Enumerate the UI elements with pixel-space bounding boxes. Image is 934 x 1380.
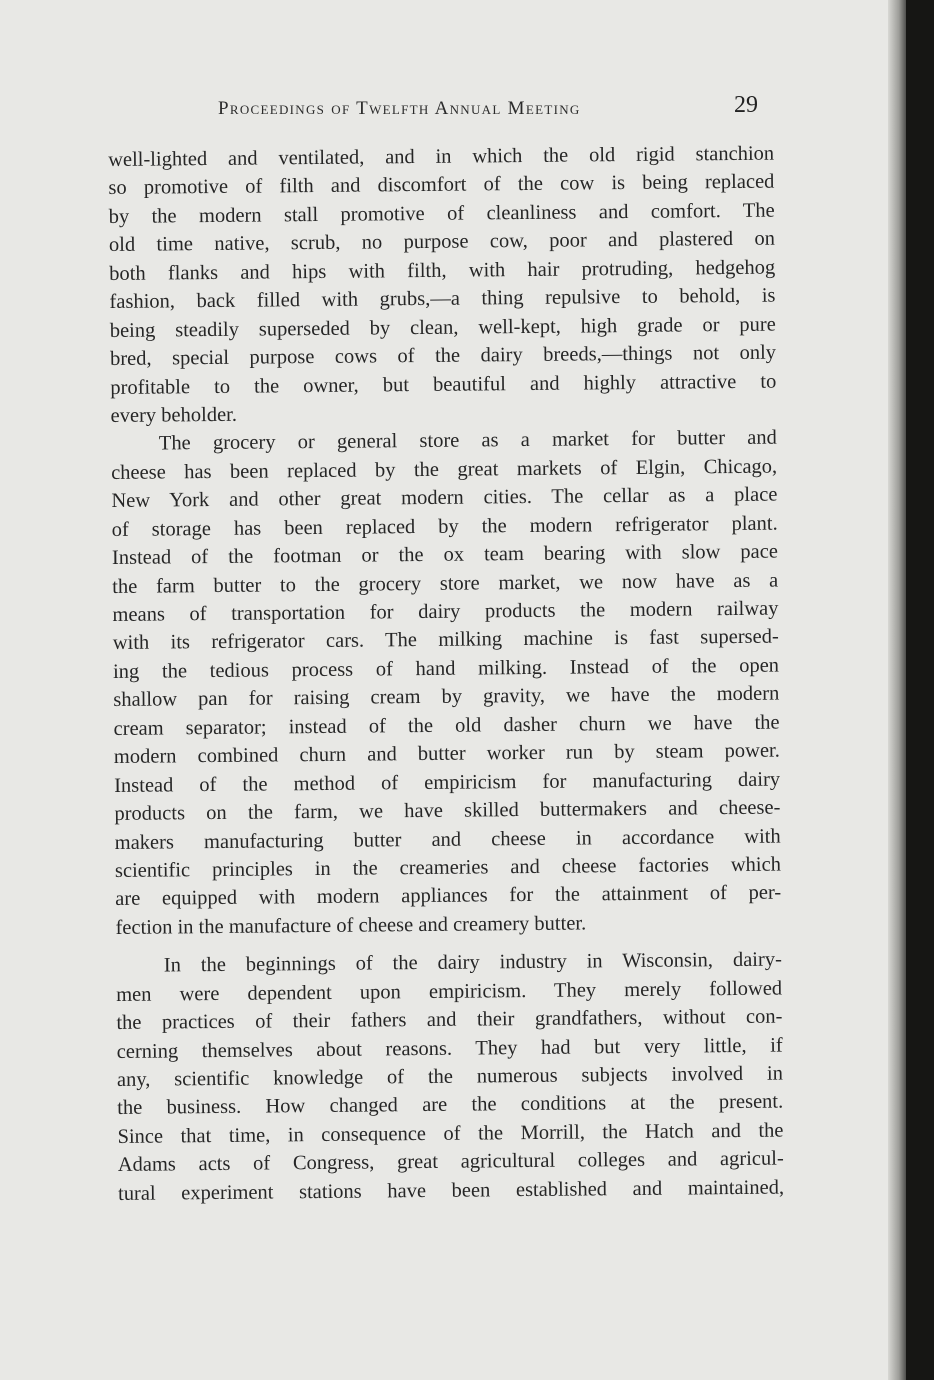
text-line: profitable to the owner, but beautiful and highly attractive to (110, 370, 777, 399)
text-line: the practices of their fathers and their grandfathers, without con- (116, 1005, 783, 1035)
text-line: the farm butter to the grocery store market, we now have as a (112, 569, 779, 598)
text-line: ing the tedious process of hand milking. Instead of the open (112, 654, 780, 683)
page-number: 29 (734, 92, 758, 118)
text-line: New York and other great modern cities. The cellar as a place (111, 483, 778, 513)
text-line: both flanks and hips with filth, with hair protruding, hedgehog (109, 256, 776, 285)
text-line: scientific principles in the creameries and cheese factories which (114, 853, 782, 882)
text-line: men were dependent upon empiricism. They merely followed (116, 977, 783, 1006)
text-line: shallow pan for raising cream by gravity, we have the modern (113, 682, 780, 712)
text-line: well-lighted and ventilated, and in which the old rigid stanchion (108, 142, 775, 171)
text-line: every beholder. (110, 403, 238, 427)
text-line: makers manufacturing butter and cheese in accordance with (114, 825, 781, 854)
text-line: In the beginnings of the dairy industry in Wisconsin, dairy- (163, 948, 782, 977)
text-line: the business. How changed are the conditions at the present. (117, 1091, 784, 1120)
text-line: with its refrigerator cars. The milking machine is fast supersed- (112, 626, 779, 655)
text-line: Since that time, in consequence of the Morrill, the Hatch and the (117, 1119, 784, 1148)
body-text (108, 140, 784, 1209)
text-line: products on the farm, we have skilled buttermakers and cheese- (114, 796, 781, 826)
text-line: tural experiment stations have been established and maintained, (117, 1176, 785, 1205)
page-edge-shadow (888, 0, 908, 1380)
paragraph-3 (116, 946, 784, 1208)
text-line: Instead of the footman or the ox team bearing with slow pace (111, 540, 779, 570)
paragraph-1 (108, 140, 777, 431)
book-binding (906, 0, 934, 1380)
text-line: of storage has been replaced by the modern refrigerator plant. (111, 512, 778, 541)
text-line: fashion, back filled with grubs,—a thing repulsive to behold, is (109, 284, 776, 314)
text-line: cheese has been replaced by the great markets of Elgin, Chicago, (111, 455, 778, 484)
text-line: fection in the manufacture of cheese and creamery butter. (115, 912, 587, 939)
running-head: Proceedings of Twelfth Annual Meeting (218, 98, 581, 119)
text-line: are equipped with modern appliances for the attainment of per- (115, 881, 782, 911)
text-line: so promotive of filth and discomfort of the cow is being replaced (108, 171, 775, 200)
text-line: The grocery or general store as a market for butter and (158, 426, 777, 455)
text-line: Instead of the method of empiricism for manufacturing dairy (114, 768, 781, 797)
text-line: bred, special purpose cows of the dairy breeds,—things not only (109, 341, 777, 371)
text-line: cream separator; instead of the old dasher churn we have the (113, 711, 780, 740)
text-line: by the modern stall promotive of cleanliness and comfort. The (108, 199, 775, 228)
page-header (0, 92, 900, 126)
text-line: being steadily superseded by clean, well-kept, high grade or pure (109, 313, 776, 342)
text-line: any, scientific knowledge of the numerous subjects involved in (116, 1062, 784, 1091)
text-line: cerning themselves about reasons. They had but very little, if (116, 1034, 783, 1063)
text-line: old time native, scrub, no purpose cow, poor and plastered on (108, 227, 776, 257)
paragraph-2 (111, 424, 782, 942)
text-line: modern combined churn and butter worker run by steam power. (113, 739, 780, 769)
text-line: Adams acts of Congress, great agricultural colleges and agricul- (117, 1147, 784, 1177)
text-line: means of transportation for dairy products the modern railway (112, 597, 779, 626)
